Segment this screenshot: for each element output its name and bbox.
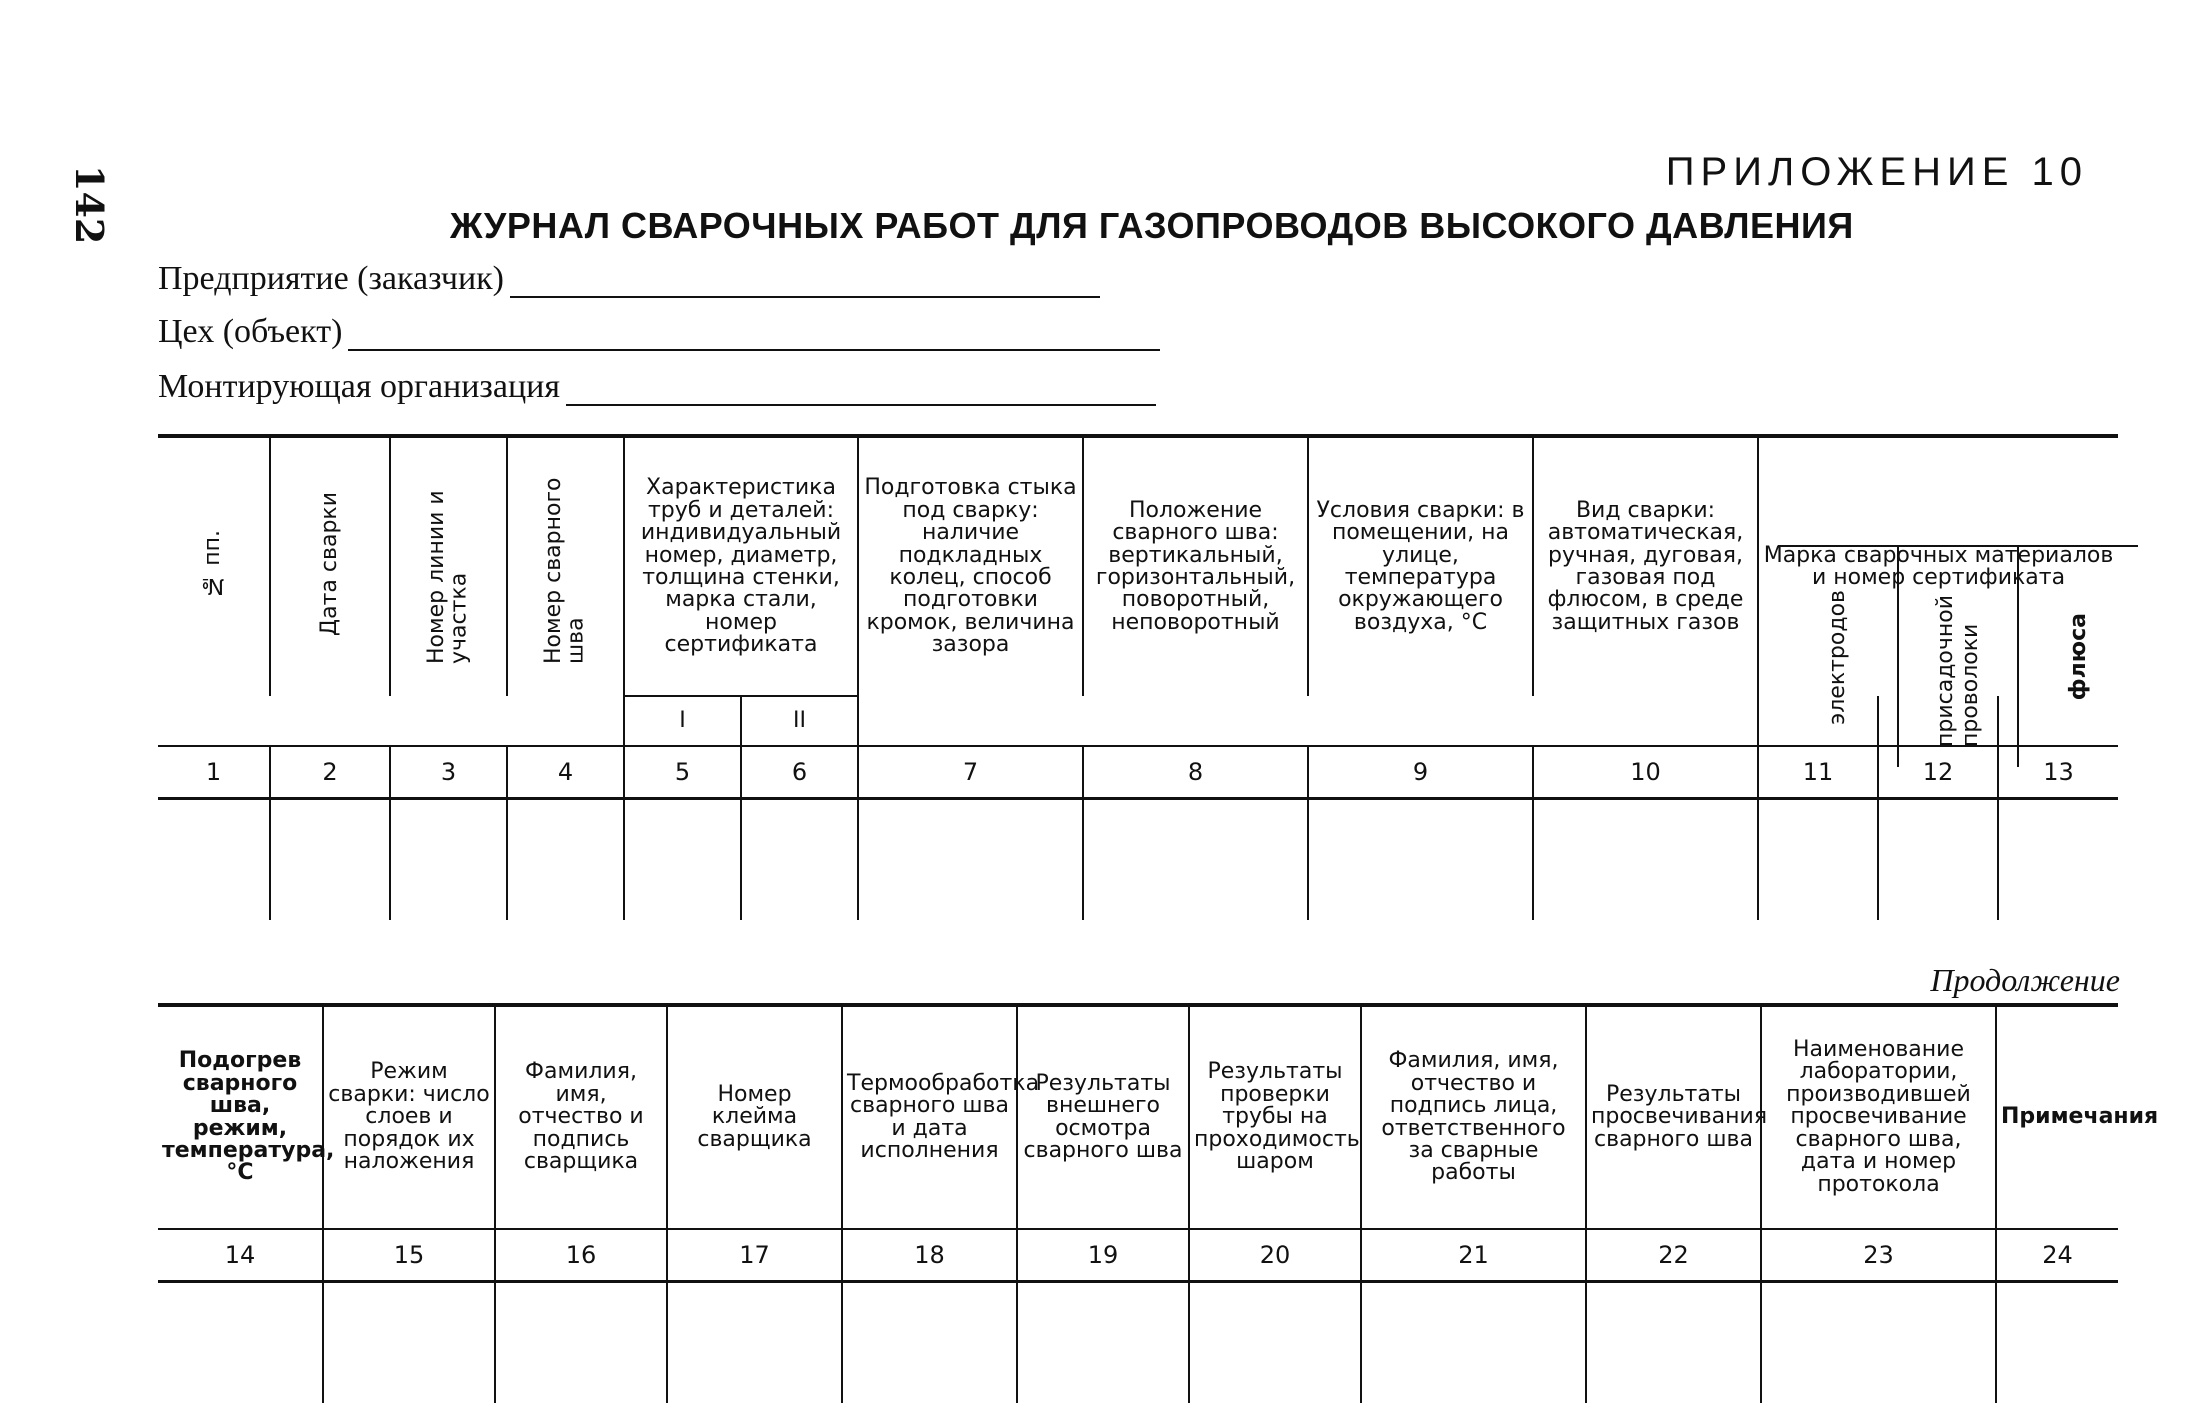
header-seam-position: Положение сварного шва: вертикальный, горизонтальный, поворотный, неповоротный	[1083, 436, 1308, 696]
enterprise-line[interactable]	[510, 266, 1100, 298]
organization-field	[158, 368, 1156, 406]
col-number: 12	[1878, 746, 1998, 799]
entry-cell[interactable]	[270, 799, 390, 921]
col-number: 23	[1761, 1229, 1996, 1282]
header-pipe-I: I	[624, 696, 741, 746]
col-number: 4	[507, 746, 624, 799]
welding-journal-continuation-table	[158, 1003, 2159, 1403]
entry-cell[interactable]	[1017, 1282, 1189, 1404]
col-number: 5	[624, 746, 741, 799]
continuation-label: Продолжение	[1930, 962, 2120, 998]
col-number: 10	[1533, 746, 1758, 799]
workshop-label: Цех (объект)	[158, 313, 343, 350]
organization-label: Монтирующая организация	[158, 368, 560, 405]
header-seam-number: Номер сварного шва	[507, 436, 624, 696]
entry-cell[interactable]	[390, 799, 507, 921]
header-filler-wire: присадочной проволоки	[1897, 547, 2018, 767]
entry-cell[interactable]	[158, 1282, 323, 1404]
col-number: 17	[667, 1229, 842, 1282]
entry-cell[interactable]	[1308, 799, 1533, 921]
workshop-line[interactable]	[348, 319, 1160, 351]
col-number: 2	[270, 746, 390, 799]
entry-cell[interactable]	[842, 1282, 1017, 1404]
header-flux: флюса	[2017, 547, 2138, 767]
page-title: ЖУРНАЛ СВАРОЧНЫХ РАБОТ ДЛЯ ГАЗОПРОВОДОВ ВЫСОКОГО ДАВЛЕНИЯ	[450, 205, 1854, 246]
entry-cell[interactable]	[1761, 1282, 1996, 1404]
entry-cell[interactable]	[1586, 1282, 1761, 1404]
header-no: № пп.	[158, 436, 270, 696]
header-welder-stamp: Номер клейма сварщика	[667, 1005, 842, 1229]
header-notes: Примечания	[1996, 1005, 2118, 1229]
col-number: 21	[1361, 1229, 1586, 1282]
col-number: 22	[1586, 1229, 1761, 1282]
entry-cell[interactable]	[1189, 1282, 1361, 1404]
enterprise-label: Предприятие (заказчик)	[158, 260, 504, 297]
header-line-number: Номер линии и участка	[390, 436, 507, 696]
header-electrodes: электродов	[1824, 589, 1850, 725]
entry-cell[interactable]	[1533, 799, 1758, 921]
header-laboratory: Наименование лаборатории, производившей просвечивание сварного шва, дата и номер протокола	[1761, 1005, 1996, 1229]
page-number: 142	[67, 165, 112, 245]
col-number: 14	[158, 1229, 323, 1282]
appendix-label: ПРИЛОЖЕНИЕ 10	[1665, 150, 2088, 194]
header-visual-inspection: Результаты внешнего осмотра сварного шва	[1017, 1005, 1189, 1229]
col-number: 18	[842, 1229, 1017, 1282]
header-welding-materials: Марка сварочных материалов и номер сертификата	[1758, 436, 2118, 696]
entry-cell[interactable]	[507, 799, 624, 921]
entry-cell[interactable]	[1083, 799, 1308, 921]
header-radiography-results: Результаты просвечивания сварного шва	[1586, 1005, 1761, 1229]
organization-line[interactable]	[566, 374, 1156, 406]
header-heat-treatment: Термообработка сварного шва и дата исполнения	[842, 1005, 1017, 1229]
header-responsible-person: Фамилия, имя, отчество и подпись лица, ответственного за сварные работы	[1361, 1005, 1586, 1229]
col-number: 19	[1017, 1229, 1189, 1282]
header-welding-conditions: Условия сварки: в помещении, на улице, температура окружающего воздуха, °С	[1308, 436, 1533, 696]
col-number: 9	[1308, 746, 1533, 799]
col-number: 8	[1083, 746, 1308, 799]
materials-subheaders	[1778, 545, 2138, 767]
col-number: 15	[323, 1229, 495, 1282]
entry-cell[interactable]	[1996, 1282, 2118, 1404]
header-welding-mode: Режим сварки: число слоев и порядок их наложения	[323, 1005, 495, 1229]
col-number: 13	[1998, 746, 2118, 799]
col-number: 16	[495, 1229, 667, 1282]
enterprise-field	[158, 260, 1100, 298]
entry-cell[interactable]	[667, 1282, 842, 1404]
header-welding-type: Вид сварки: автоматическая, ручная, дуговая, газовая под флюсом, в среде защитных газов	[1533, 436, 1758, 696]
workshop-field	[158, 313, 1160, 351]
entry-cell[interactable]	[858, 799, 1083, 921]
col-number: 7	[858, 746, 1083, 799]
entry-cell[interactable]	[1361, 1282, 1586, 1404]
entry-cell[interactable]	[741, 799, 858, 921]
col-number: 3	[390, 746, 507, 799]
header-joint-preparation: Подготовка стыка под сварку: наличие подкладных колец, способ подготовки кромок, величина зазора	[858, 436, 1083, 696]
col-number: 24	[1996, 1229, 2118, 1282]
col-number: 1	[158, 746, 270, 799]
header-pipe-II: II	[741, 696, 858, 746]
header-ball-check: Результаты проверки трубы на проходимость шаром	[1189, 1005, 1361, 1229]
entry-cell[interactable]	[624, 799, 741, 921]
header-preheat: Подогрев сварного шва, режим, температура, °С	[158, 1005, 323, 1229]
header-welder-name: Фамилия, имя, отчество и подпись сварщика	[495, 1005, 667, 1229]
header-pipe-characteristics: Характеристика труб и деталей: индивидуальный номер, диаметр, толщина стенки, марка стали, номер сертификата	[624, 436, 858, 696]
header-date: Дата сварки	[270, 436, 390, 696]
entry-cell[interactable]	[158, 799, 270, 921]
entry-cell[interactable]	[1998, 799, 2118, 921]
entry-cell[interactable]	[1878, 799, 1998, 921]
entry-cell[interactable]	[323, 1282, 495, 1404]
entry-cell[interactable]	[495, 1282, 667, 1404]
col-number: 6	[741, 746, 858, 799]
col-number: 11	[1758, 746, 1878, 799]
col-number: 20	[1189, 1229, 1361, 1282]
entry-cell[interactable]	[1758, 799, 1878, 921]
